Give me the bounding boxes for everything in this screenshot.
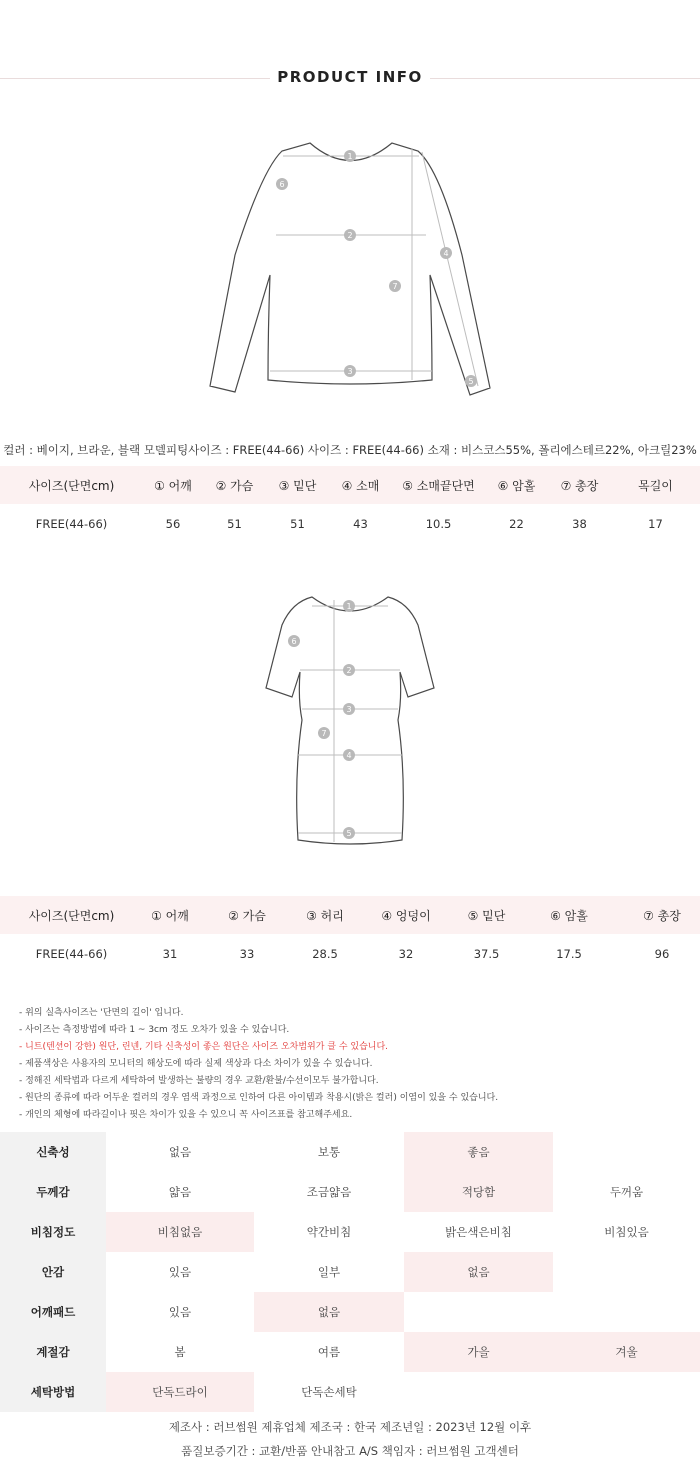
header-cell: ② 가슴	[197, 896, 297, 934]
feature-option: 있음	[168, 1305, 192, 1319]
table-row	[0, 504, 700, 544]
header-cell: ⑥ 암홀	[485, 466, 548, 504]
feature-option: 약간비침	[306, 1225, 352, 1239]
svg-text:4: 4	[346, 751, 352, 760]
dress-marker-4	[343, 749, 355, 761]
feature-option-selected: 가을	[404, 1332, 553, 1372]
feature-option-selected: 비침없음	[106, 1212, 254, 1252]
size-notes	[19, 1005, 498, 1124]
top-size-table	[0, 466, 700, 544]
feature-option-selected: 겨울	[553, 1332, 700, 1372]
svg-text:5: 5	[468, 377, 474, 386]
table-cell: 10.5	[425, 517, 452, 531]
note-line: - 개인의 체형에 따라길이나 핏은 차이가 있을 수 있으니 꼭 사이즈표를 참고해주세요.	[19, 1110, 353, 1120]
svg-text:6: 6	[291, 637, 297, 646]
table-cell: 32	[398, 947, 414, 961]
feature-option: 두꺼움	[609, 1185, 644, 1199]
feature-option-selected: 적당함	[404, 1172, 553, 1212]
table-cell: 51	[290, 517, 305, 531]
top-body-outline	[210, 143, 490, 395]
feature-option	[404, 1372, 553, 1412]
svg-text:3: 3	[346, 705, 352, 714]
top-marker-2	[344, 229, 356, 241]
svg-text:6: 6	[279, 180, 285, 189]
table-row	[0, 934, 700, 974]
header-cell: 사이즈(단면cm)	[0, 896, 143, 934]
table-cell: 96	[654, 947, 670, 961]
top-marker-5	[465, 375, 477, 387]
dress-illustration	[0, 560, 700, 860]
svg-text:3: 3	[347, 367, 353, 376]
feature-option: 비침있음	[604, 1225, 649, 1239]
dress-size-table	[0, 896, 700, 974]
header-cell: ① 어깨	[143, 896, 197, 934]
table-cell: FREE(44-66)	[35, 947, 108, 961]
table-cell: 31	[162, 947, 178, 961]
header-cell: 목길이	[611, 466, 700, 504]
dress-marker-6	[288, 635, 300, 647]
feature-row-season	[0, 1332, 700, 1372]
dress-marker-7	[318, 727, 330, 739]
feature-row-sheerness	[0, 1212, 700, 1252]
header-cell: ⑦ 총장	[548, 466, 611, 504]
feature-option: 보통	[317, 1145, 341, 1159]
svg-text:7: 7	[321, 729, 327, 738]
feature-label: 신축성	[0, 1132, 106, 1172]
dress-marker-5	[343, 827, 355, 839]
top-marker-4	[440, 247, 452, 259]
table-cell: 22	[509, 517, 524, 531]
feature-label: 계절감	[0, 1332, 106, 1372]
feature-label: 세탁방법	[0, 1372, 106, 1412]
top-size-header-row	[0, 466, 700, 504]
feature-row-shoulder-pad	[0, 1292, 700, 1332]
feature-option-selected: 없음	[254, 1292, 404, 1332]
table-cell: 51	[227, 517, 242, 531]
note-line: - 위의 실측사이즈는 '단면의 길이' 입니다.	[19, 1008, 184, 1018]
feature-option: 단독손세탁	[301, 1385, 357, 1399]
dress-marker-3	[343, 703, 355, 715]
feature-option	[553, 1132, 700, 1172]
feature-option	[404, 1292, 553, 1332]
fabric-features-table	[0, 1132, 700, 1412]
header-cell: ⑥ 암홀	[514, 896, 624, 934]
svg-text:1: 1	[346, 602, 352, 611]
note-line: - 사이즈는 측정방법에 따라 1 ~ 3cm 정도 오차가 있을 수 있습니다.	[19, 1025, 290, 1035]
header-cell: ④ 엉덩이	[353, 896, 459, 934]
svg-text:2: 2	[346, 666, 352, 675]
header-cell: ② 가슴	[203, 466, 266, 504]
feature-label: 비침정도	[0, 1212, 106, 1252]
note-line: - 원단의 종류에 따라 어두운 컬러의 경우 염색 과정으로 인하여 다른 아이템과 착용시(밝은 컬러) 이염이 있을 수 있습니다.	[19, 1093, 499, 1103]
feature-option: 일부	[317, 1265, 341, 1279]
svg-text:2: 2	[347, 231, 353, 240]
table-cell: 43	[353, 517, 368, 531]
svg-text:7: 7	[392, 282, 398, 291]
feature-option: 없음	[168, 1145, 192, 1159]
feature-row-lining	[0, 1252, 700, 1292]
footer-warranty-line: 품질보증기간 : 교환/반품 안내참고 A/S 책임자 : 러브썸원 고객센터	[181, 1444, 519, 1458]
note-line: - 정해진 세탁법과 다르게 세탁하여 발생하는 불량의 경우 교환/환불/수선이모두 불가합니다.	[19, 1076, 379, 1086]
feature-option: 조금얇음	[306, 1185, 352, 1199]
header-cell: ④ 소매	[329, 466, 392, 504]
product-info-line: 컬러 : 베이지, 브라운, 블랙 모델피팅사이즈 : FREE(44-66) 사이즈 : FREE(44-66) 소재 : 비스코스55%, 폴리에스테르22%, 아크릴23%	[3, 443, 697, 457]
table-cell: 37.5	[473, 947, 500, 961]
feature-option-selected: 좋음	[404, 1132, 553, 1172]
header-cell: 사이즈(단면cm)	[0, 466, 143, 504]
dress-body-outline	[266, 597, 434, 844]
header-cell: ⑦ 총장	[624, 896, 700, 934]
dress-marker-2	[343, 664, 355, 676]
feature-option	[553, 1252, 700, 1292]
feature-option-selected: 단독드라이	[106, 1372, 254, 1412]
top-marker-7	[389, 280, 401, 292]
top-marker-1	[344, 150, 356, 162]
header-cell: ③ 밑단	[266, 466, 329, 504]
top-illustration	[0, 0, 700, 420]
note-line-warning: - 니트(텐션이 강한) 원단, 린넨, 기타 신축성이 좋은 원단은 사이즈 오차범위가 클 수 있습니다.	[19, 1042, 389, 1052]
feature-option: 있음	[168, 1265, 192, 1279]
dress-size-header-row	[0, 896, 700, 934]
dress-marker-1	[343, 600, 355, 612]
feature-option: 밝은색은비침	[445, 1225, 512, 1239]
feature-option: 봄	[174, 1345, 186, 1359]
feature-option: 얇음	[168, 1185, 192, 1199]
feature-option	[553, 1292, 700, 1332]
table-cell: 17.5	[556, 947, 582, 961]
table-cell: FREE(44-66)	[35, 517, 108, 531]
table-cell: 38	[572, 517, 587, 531]
note-line: - 제품색상은 사용자의 모니터의 해상도에 따라 실제 색상과 다소 차이가 있을 수 있습니다.	[19, 1059, 373, 1069]
header-cell: ⑤ 밑단	[459, 896, 514, 934]
feature-label: 안감	[0, 1252, 106, 1292]
header-cell: ③ 허리	[297, 896, 353, 934]
top-marker-3	[344, 365, 356, 377]
feature-option-selected: 없음	[404, 1252, 553, 1292]
top-marker-6	[276, 178, 288, 190]
feature-label: 어깨패드	[0, 1292, 106, 1332]
feature-label: 두께감	[0, 1172, 106, 1212]
table-cell: 56	[165, 517, 181, 531]
feature-row-washing	[0, 1372, 700, 1412]
feature-option: 여름	[317, 1345, 341, 1359]
feature-row-stretch	[0, 1132, 700, 1172]
header-cell: ① 어깨	[143, 466, 203, 504]
page-title: PRODUCT INFO	[277, 68, 423, 86]
svg-text:5: 5	[346, 829, 352, 838]
table-cell: 28.5	[312, 947, 338, 961]
header-cell: ⑤ 소매끝단면	[392, 466, 485, 504]
footer-manufacturer-line: 제조사 : 러브썸원 제휴업체 제조국 : 한국 제조년일 : 2023년 12월 이후	[168, 1420, 532, 1434]
table-cell: 33	[239, 947, 255, 961]
feature-option	[553, 1372, 700, 1412]
table-cell: 17	[648, 517, 663, 531]
svg-text:4: 4	[443, 249, 449, 258]
feature-row-thickness	[0, 1172, 700, 1212]
svg-text:1: 1	[347, 152, 353, 161]
